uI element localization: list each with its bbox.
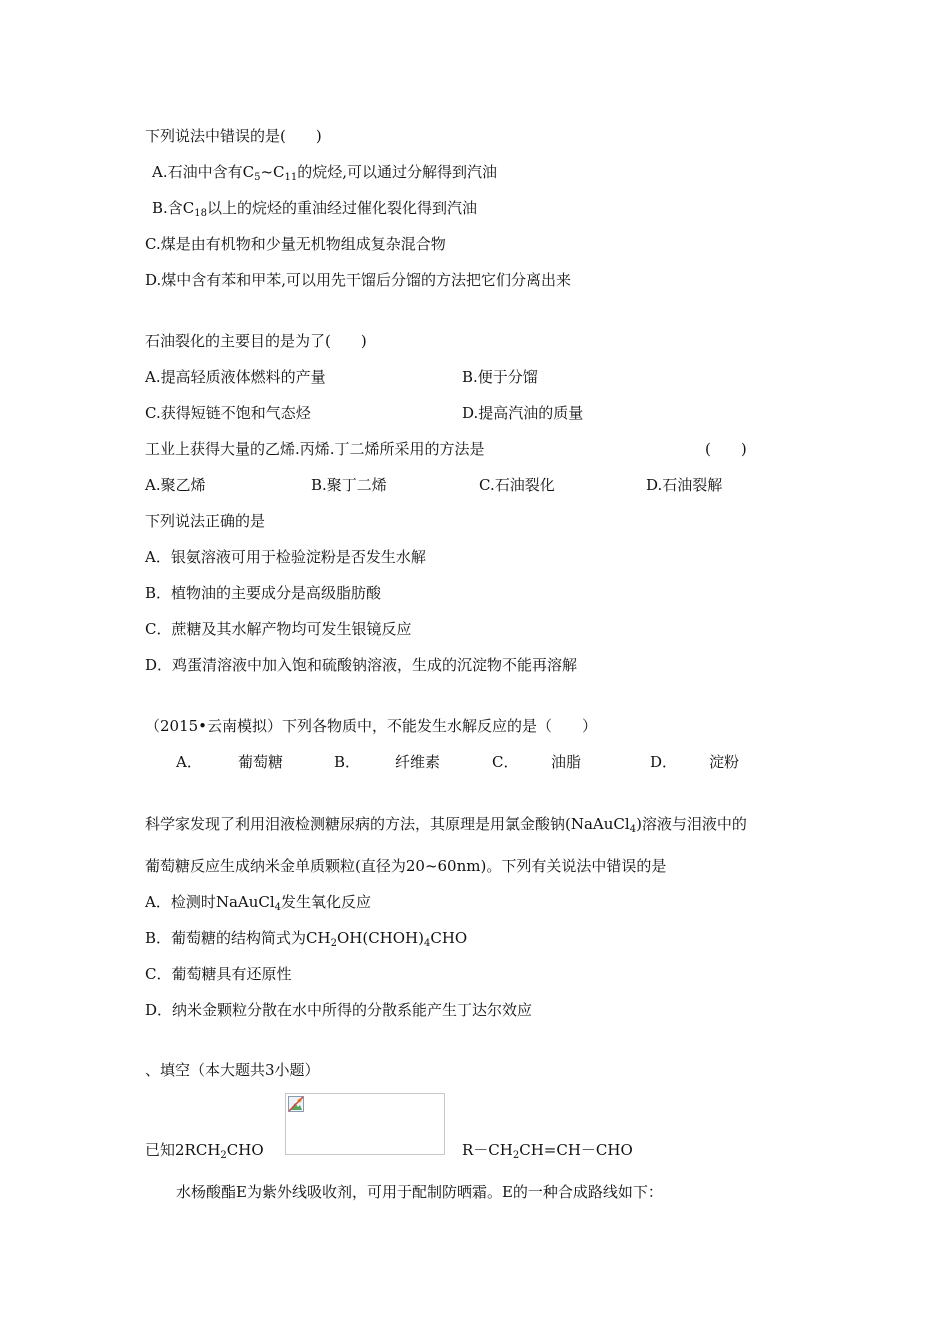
question-1-stem: 下列说法中错误的是( )	[145, 127, 322, 145]
question-5-option-b: 纤维素	[395, 753, 441, 771]
broken-image-icon	[288, 1096, 304, 1112]
question-1-option-d: D.煤中含有苯和甲苯,可以用先干馏后分馏的方法把它们分离出来	[145, 271, 572, 289]
question-6-stem-line-1: 科学家发现了利用泪液检测糖尿病的方法，其原理是用氯金酸钠(NaAuCl$_4$)溶液与泪液中的	[145, 815, 747, 835]
question-4-option-c: C．蔗糖及其水解产物均可发生银镜反应	[145, 620, 412, 638]
question-2-stem: 石油裂化的主要目的是为了( )	[145, 332, 367, 350]
question-5-option-a: 葡萄糖	[238, 753, 284, 771]
question-6-option-b: B．葡萄糖的结构简式为$CH_2OH(CHOH)_4CHO$	[145, 929, 468, 949]
question-5-option-d: 淀粉	[709, 753, 740, 771]
section-heading: 、填空（本大题共3小题）	[145, 1061, 320, 1079]
question-5-option-c-letter: C．	[492, 753, 519, 771]
known-product: $R-CH_2CH=CH-CHO$	[462, 1141, 633, 1161]
question-2-option-c: C.获得短链不饱和气态烃	[145, 404, 311, 422]
question-2-option-d: D.提高汽油的质量	[462, 404, 584, 422]
question-5-option-d-letter: D．	[650, 753, 678, 771]
question-3-option-c: C.石油裂化	[479, 476, 555, 494]
question-5-option-b-letter: B．	[334, 753, 361, 771]
known-reactant: 已知$2RCH_2CHO$	[145, 1141, 264, 1161]
question-6-option-a: A．检测时NaAuCl$_4$发生氧化反应	[145, 893, 372, 913]
question-1-option-a: A.石油中含有$C_5\sim C_{11}$的烷烃,可以通过分解得到汽油	[152, 163, 498, 183]
question-4-option-d: D．鸡蛋清溶液中加入饱和硫酸钠溶液，生成的沉淀物不能再溶解	[145, 656, 578, 674]
question-4-option-a: A．银氨溶液可用于检验淀粉是否发生水解	[145, 548, 426, 566]
question-3-answer-bracket: ( )	[705, 440, 747, 458]
question-6-option-c: C．葡萄糖具有还原性	[145, 965, 292, 983]
question-4-stem: 下列说法正确的是	[145, 512, 266, 530]
question-5-option-a-letter: A．	[176, 753, 202, 771]
question-1-option-b: B.含$C_{18}$以上的烷烃的重油经过催化裂化得到汽油	[152, 199, 478, 219]
question-2-option-b: B.便于分馏	[462, 368, 538, 386]
question-5-stem: （2015•云南模拟）下列各物质中，不能发生水解反应的是（ ）	[145, 717, 598, 735]
question-4-option-b: B．植物油的主要成分是高级脂肪酸	[145, 584, 382, 602]
reaction-condition-image	[285, 1093, 445, 1155]
question-3-option-a: A.聚乙烯	[145, 476, 206, 494]
question-2-option-a: A.提高轻质液体燃料的产量	[145, 368, 326, 386]
question-3-option-d: D.石油裂解	[646, 476, 723, 494]
question-3-stem: 工业上获得大量的乙烯.丙烯.丁二烯所采用的方法是	[145, 440, 485, 458]
question-6-stem-line-2: 葡萄糖反应生成纳米金单质颗粒(直径为20~60nm)。下列有关说法中错误的是	[145, 857, 667, 875]
question-1-option-c: C.煤是由有机物和少量无机物组成复杂混合物	[145, 235, 446, 253]
question-6-option-d: D．纳米金颗粒分散在水中所得的分散系能产生丁达尔效应	[145, 1001, 533, 1019]
question-7-intro: 水杨酸酯E为紫外线吸收剂，可用于配制防晒霜。E的一种合成路线如下：	[176, 1183, 663, 1201]
question-5-option-c: 油脂	[551, 753, 582, 771]
question-3-option-b: B.聚丁二烯	[311, 476, 387, 494]
